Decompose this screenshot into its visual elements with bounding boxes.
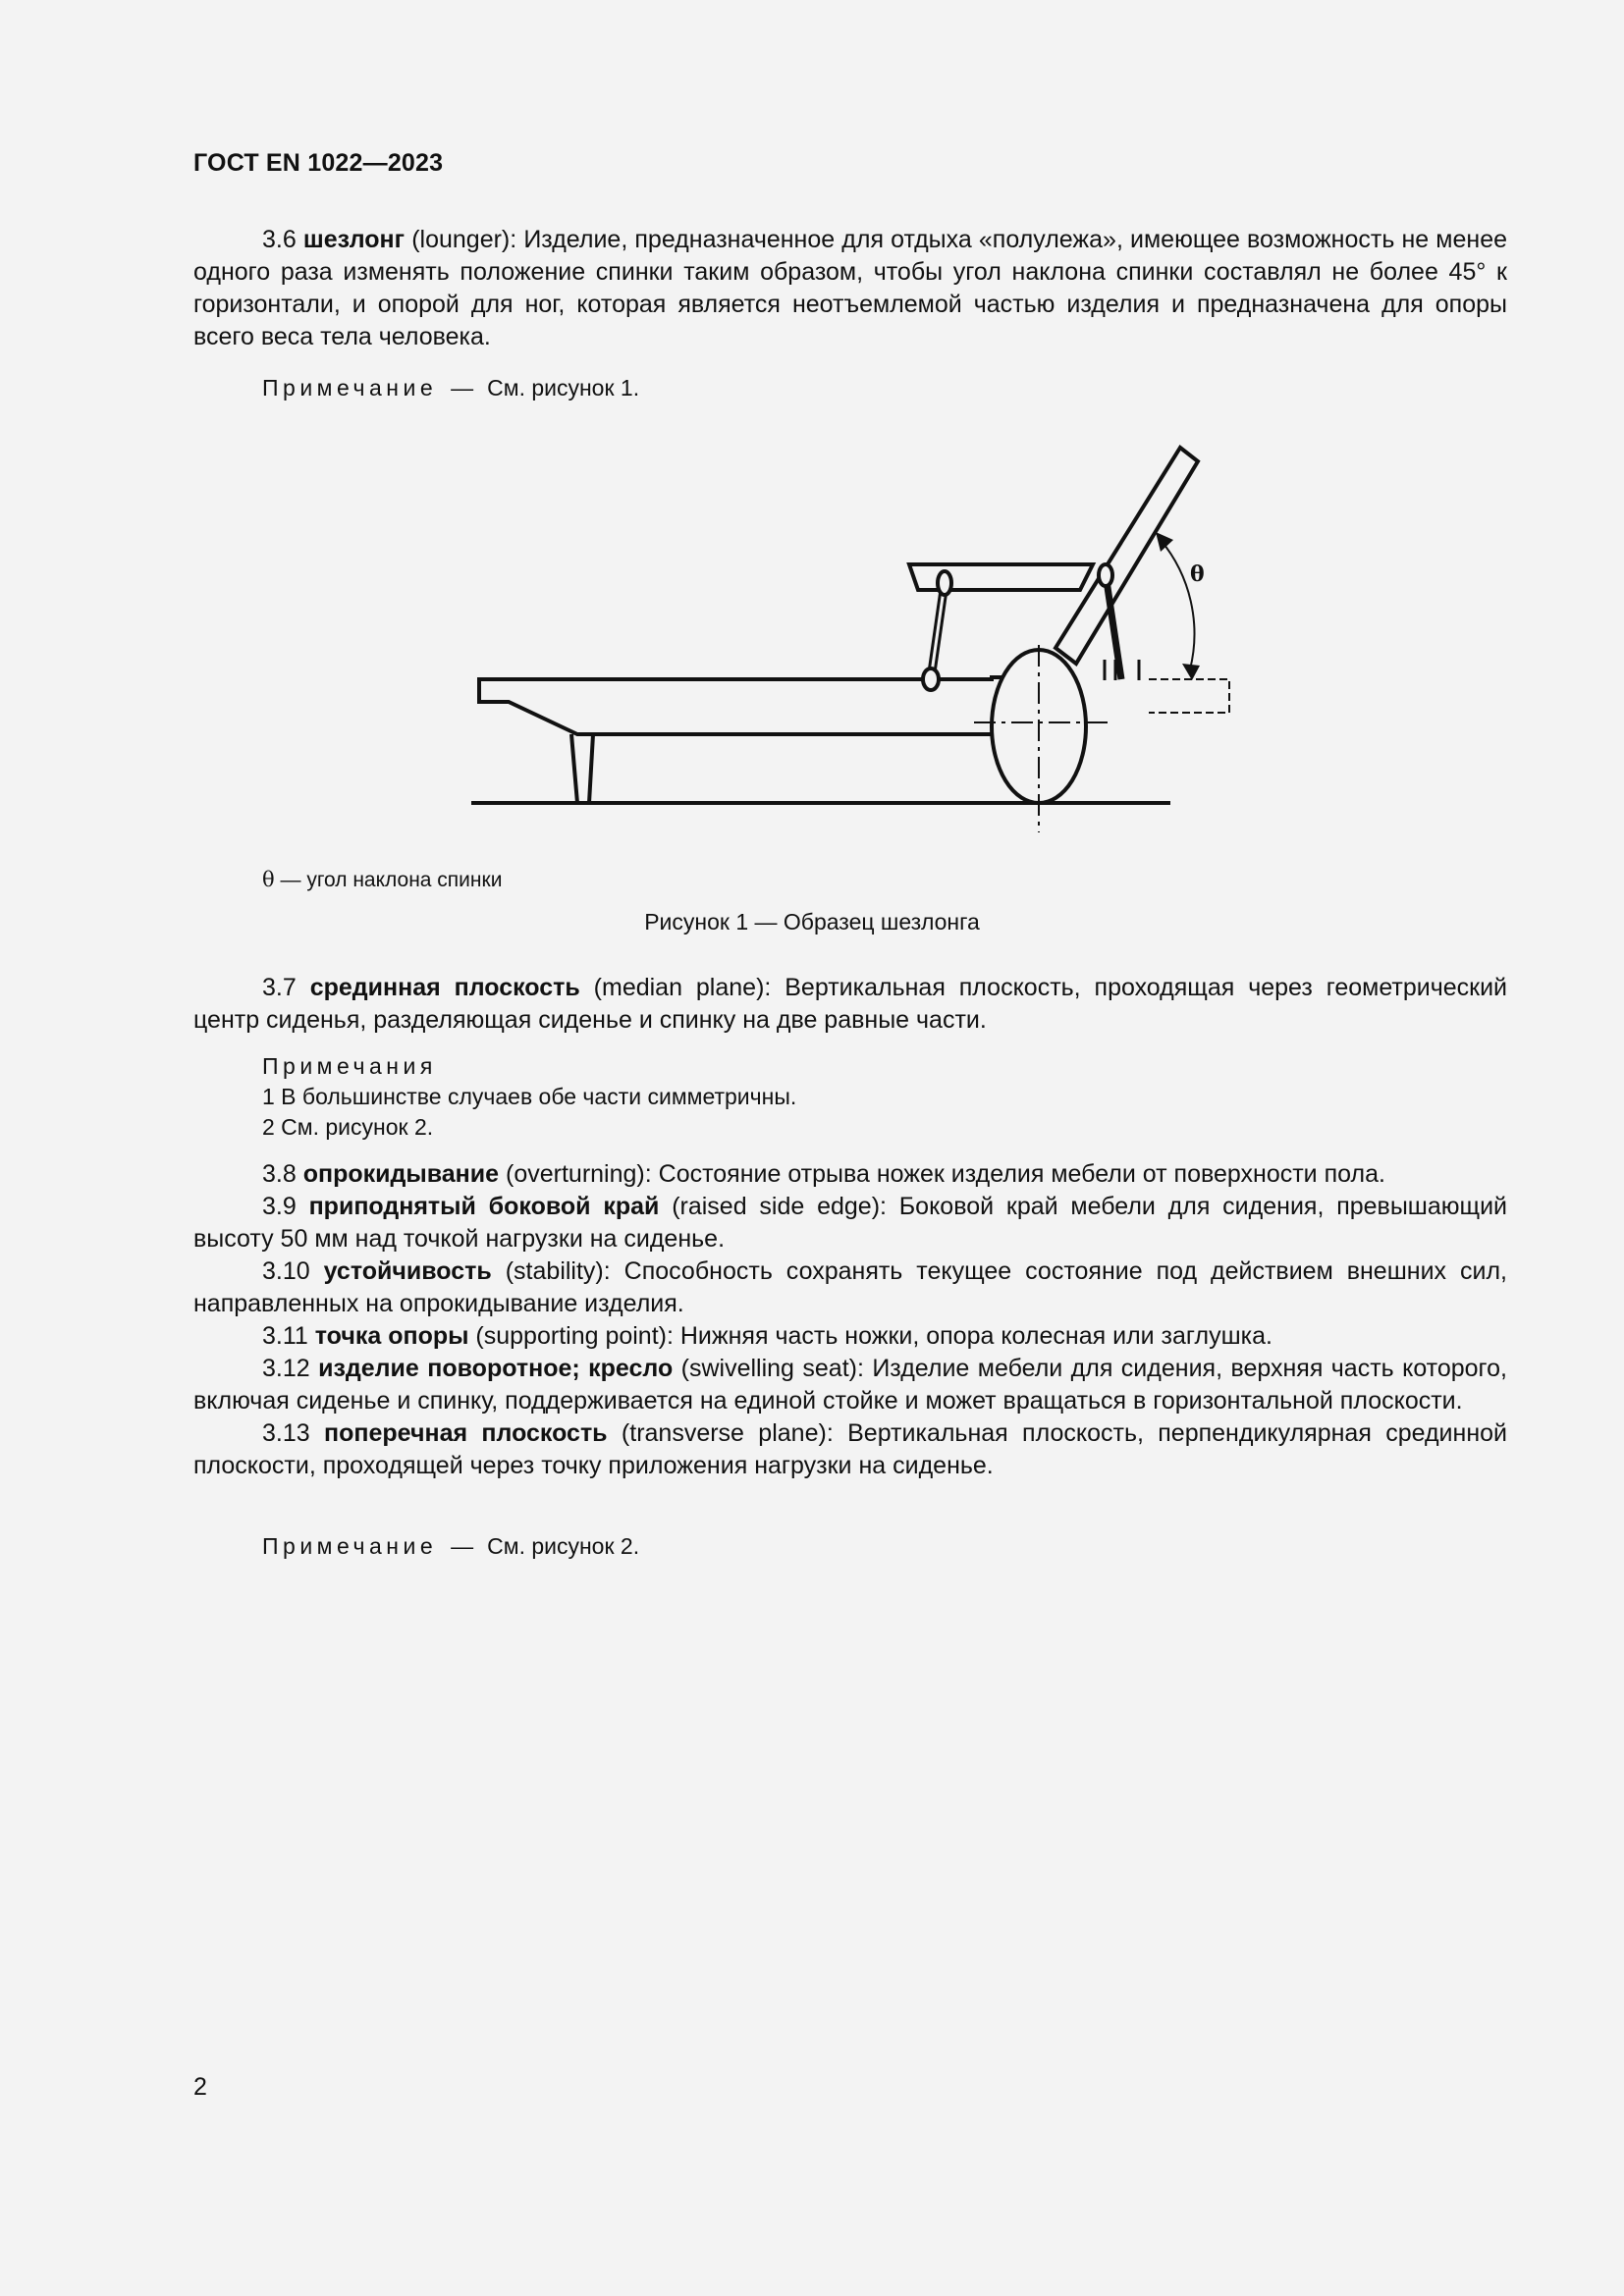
term: приподнятый боковой край <box>308 1193 660 1220</box>
arc-arrow-bottom <box>1182 664 1200 680</box>
definition-paragraph <box>193 1417 1507 1482</box>
term-english: (stability) <box>505 1257 604 1285</box>
definition-text: : Изделие, предназначенное для отдыха «полулежа», имеющее возможность не менее одного раза изменять положение спинки таким образом, чтобы угол наклона спинки составлял не более 45° к горизонтали, и опорой для ног, которая является неотъемлемой частью изделия и предназначена для опоры всего веса тела человека. <box>193 226 1507 350</box>
definition-paragraph <box>193 224 1507 353</box>
term-english: (lounger) <box>411 226 511 253</box>
seat-link-inner <box>931 583 945 679</box>
clause-number: 3.11 <box>262 1322 308 1350</box>
definition-text: : Вертикальная плоскость, проходящая через геометрический центр сиденья, разделяющая сиденье и спинку на две равные части. <box>193 974 1508 1034</box>
definition-paragraph <box>193 1255 1507 1320</box>
term-english: (swivelling seat) <box>680 1355 857 1382</box>
term-english: (overturning) <box>506 1160 645 1188</box>
theta-arc <box>1161 540 1194 669</box>
note-1 <box>193 373 1507 403</box>
sections-3-8-to-3-13 <box>193 1158 1507 1482</box>
pivot-bottom-left <box>923 668 939 690</box>
notes-label: Примечания <box>262 1053 437 1079</box>
note-item: 1 В большинстве случаев обе части симметричны. <box>262 1084 797 1109</box>
definition-text: : Вертикальная плоскость, перпендикулярная срединной плоскости, проходящей через точку приложения нагрузки на сиденье. <box>193 1419 1507 1479</box>
lounger-figure <box>461 432 1247 844</box>
clause-number: 3.12 <box>262 1355 310 1382</box>
section-3-6 <box>193 224 1507 353</box>
section-3-7 <box>193 972 1507 1037</box>
note-dash: — <box>451 1533 474 1559</box>
theta-label: θ <box>1190 561 1205 587</box>
term: устойчивость <box>323 1257 492 1285</box>
note-text: См. рисунок 2. <box>487 1533 640 1559</box>
note-label: Примечание <box>262 1533 438 1559</box>
note-3 <box>193 1531 1507 1562</box>
term: точка опоры <box>314 1322 469 1350</box>
note-dash: — <box>451 375 474 400</box>
definition-paragraph <box>193 1320 1507 1353</box>
horizontal-reference <box>1149 679 1229 713</box>
term: изделие поворотное; кресло <box>318 1355 674 1382</box>
lounger-frame <box>479 677 1036 734</box>
term-english: (transverse plane) <box>621 1419 827 1447</box>
document-header: ГОСТ EN 1022—2023 <box>193 149 444 177</box>
legend-text: — угол наклона спинки <box>274 869 503 891</box>
term: поперечная плоскость <box>324 1419 608 1447</box>
definition-paragraph <box>193 972 1507 1037</box>
note-item: 2 См. рисунок 2. <box>262 1114 434 1140</box>
note-label: Примечание <box>262 375 438 400</box>
definition-text: : Способность сохранять текущее состояние под действием внешних сил, направленных на опрокидывание изделия. <box>193 1257 1507 1317</box>
term-english: (supporting point) <box>475 1322 667 1350</box>
term-english: (raised side edge) <box>672 1193 881 1220</box>
definition-text: : Нижняя часть ножки, опора колесная или заглушка. <box>666 1322 1272 1350</box>
page-number: 2 <box>193 2073 207 2101</box>
clause-number: 3.10 <box>262 1257 310 1285</box>
note-text: См. рисунок 1. <box>487 375 640 400</box>
term-english: (median plane) <box>593 974 765 1001</box>
arc-arrow-top <box>1156 532 1173 552</box>
clause-number: 3.7 <box>262 974 297 1001</box>
notes-2 <box>193 1051 1507 1143</box>
backrest <box>1056 448 1198 664</box>
clause-number: 3.9 <box>262 1193 297 1220</box>
definition-paragraph <box>193 1353 1507 1417</box>
clause-number: 3.13 <box>262 1419 310 1447</box>
lounger-leg <box>571 734 593 803</box>
definition-text: : Состояние отрыва ножек изделия мебели от поверхности пола. <box>644 1160 1385 1188</box>
definition-text: : Боковой край мебели для сидения, превышающий высоту 50 мм над точкой нагрузки на сиденье. <box>193 1193 1507 1253</box>
definition-paragraph <box>193 1191 1507 1255</box>
legend-symbol: θ <box>262 868 275 891</box>
definition-text: : Изделие мебели для сидения, верхняя часть которого, включая сиденье и спинку, поддерживается на единой стойке и может вращаться в горизонтальной плоскости. <box>193 1355 1507 1415</box>
term: шезлонг <box>302 226 406 253</box>
clause-number: 3.8 <box>262 1160 297 1188</box>
pivot-backrest <box>1099 564 1112 586</box>
figure-caption: Рисунок 1 — Образец шезлонга <box>644 909 980 934</box>
term: срединная плоскость <box>309 974 580 1001</box>
definition-paragraph <box>193 1158 1507 1191</box>
pivot-top-left <box>938 571 951 595</box>
term: опрокидывание <box>302 1160 500 1188</box>
clause-number: 3.6 <box>262 226 297 253</box>
figure-legend <box>262 868 502 892</box>
